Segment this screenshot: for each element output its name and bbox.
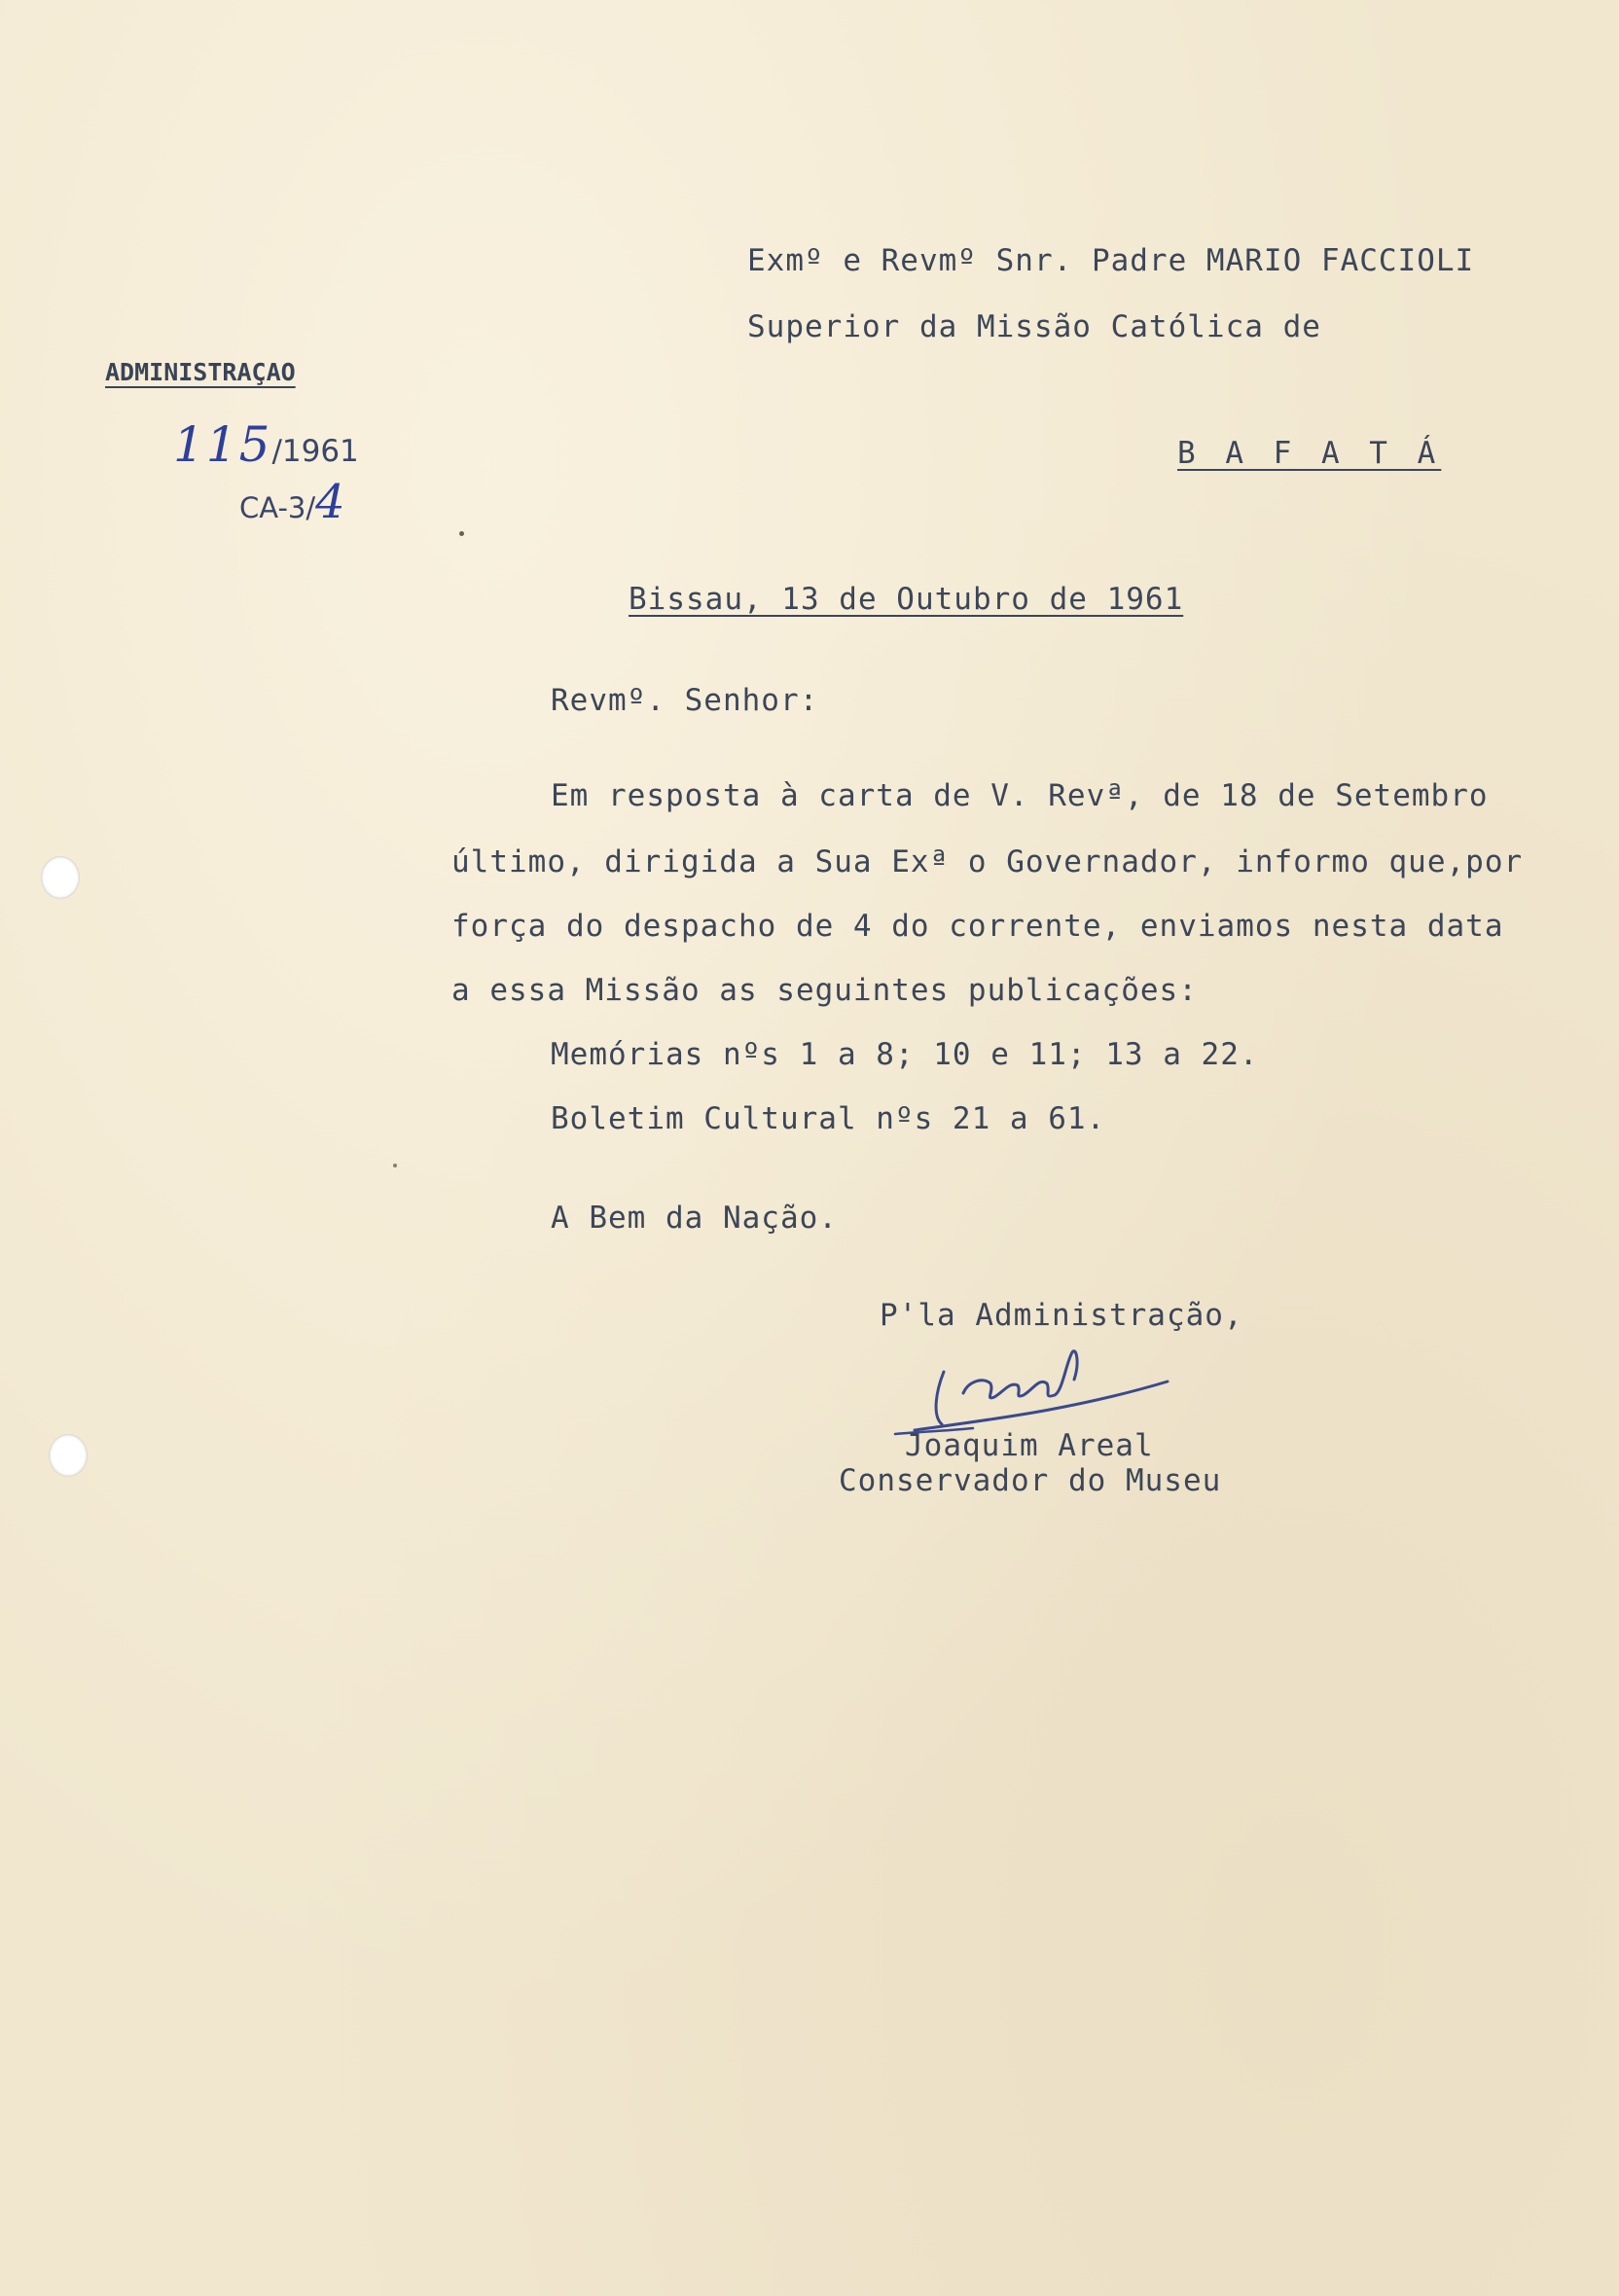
punch-hole-bottom [49,1434,88,1477]
list-item-boletim: Boletim Cultural nºs 21 a 61. [551,1101,1106,1136]
paper-speck [459,531,464,536]
stamp-number-row [173,416,359,473]
recipient-line-2: Superior da Missão Católica de [747,309,1321,344]
punch-hole-top [41,856,80,899]
closing: A Bem da Nação. [551,1201,838,1236]
body-line-2: último, dirigida a Sua Exª o Governador, informo que,por [451,844,1524,879]
recipient-place: B A F A T Á [1177,436,1442,471]
signatory-title: Conservador do Museu [839,1463,1222,1498]
list-item-memorias: Memórias nºs 1 a 8; 10 e 11; 13 a 22. [551,1037,1259,1072]
stamp-department: ADMINISTRAÇAO [105,358,296,386]
date-line: Bissau, 13 de Outubro de 1961 [629,582,1184,617]
stamp-year: /1961 [271,434,359,469]
paper-speck [393,1164,397,1167]
stamp-reference-code: CA-3/ [239,491,316,524]
handwritten-registry-number: 115 [173,416,272,473]
handwritten-signature [876,1323,1187,1440]
stamp-reference-row [239,475,345,529]
body-line-3: força do despacho de 4 do corrente, enviamos nesta data [451,909,1504,944]
handwritten-reference-suffix: 4 [315,475,345,529]
signature-stroke-main [915,1351,1168,1430]
signatory-name: Joaquim Areal [905,1428,1154,1463]
body-line-4: a essa Missão as seguintes publicações: [451,973,1198,1008]
salutation: Revmº. Senhor: [551,683,819,718]
body-line-1: Em resposta à carta de V. Revª, de 18 de Setembro [551,778,1489,813]
signature-for: P'la Administração, [880,1298,1243,1333]
recipient-line-1: Exmº e Revmº Snr. Padre MARIO FACCIOLI [747,243,1475,278]
